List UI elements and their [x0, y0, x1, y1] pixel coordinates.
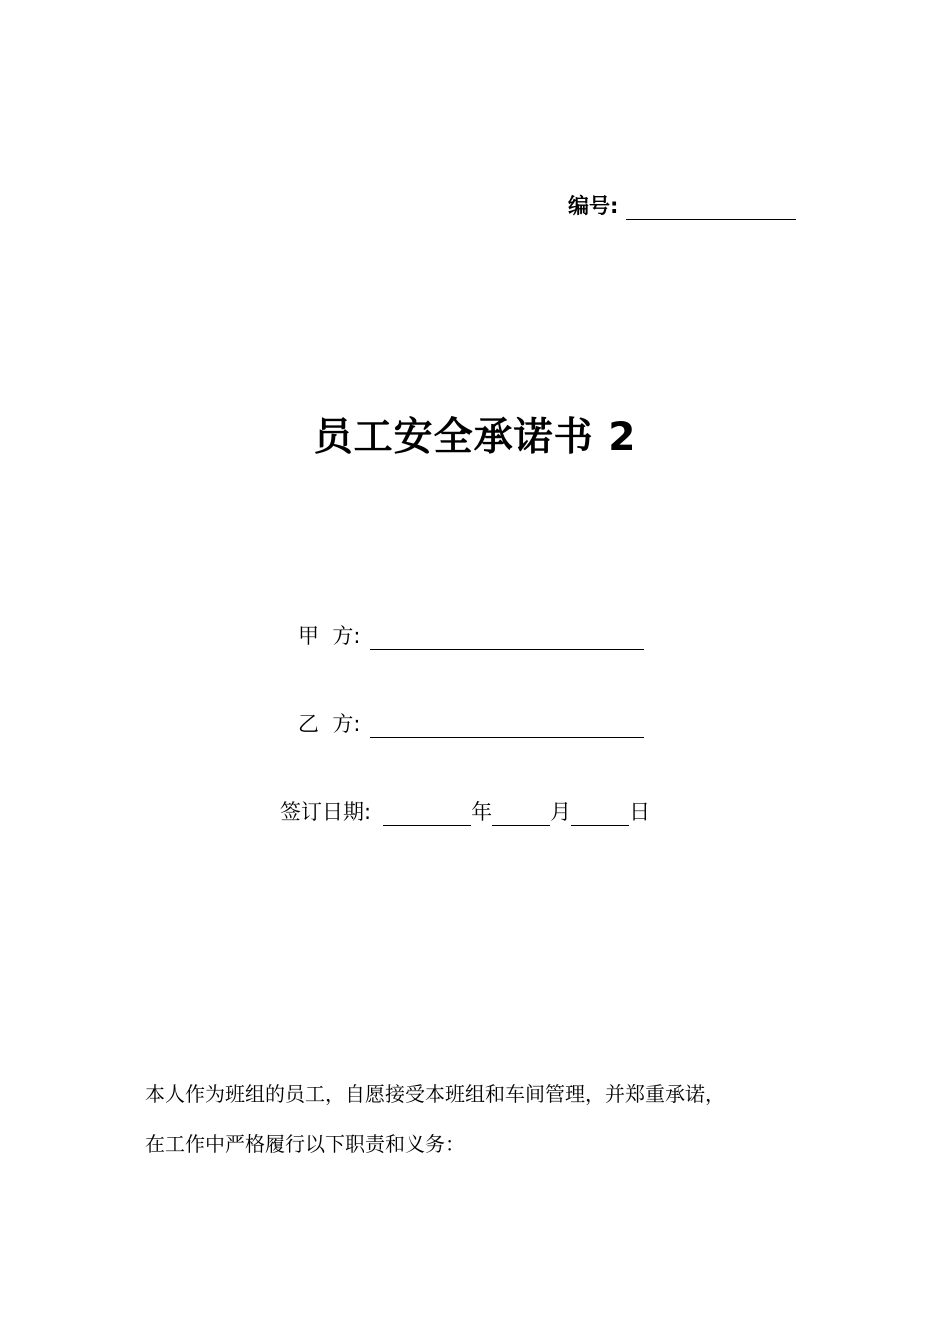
month-label: 月 [550, 800, 572, 824]
day-label: 日 [629, 800, 651, 824]
party-a-label: 甲 方: [298, 624, 361, 648]
document-number-label: 编号: [568, 194, 619, 218]
document-number-row [568, 190, 796, 220]
commitment-line-2: 在工作中严格履行以下职责和义务： [145, 1132, 465, 1156]
day-blank [571, 801, 629, 826]
document-title: 员工安全承诺书 2 [313, 415, 637, 460]
year-label: 年 [471, 800, 493, 824]
sign-date-label: 签订日期: [280, 800, 372, 824]
party-b-row [298, 706, 644, 738]
sign-date-row [280, 794, 650, 826]
party-a-blank [370, 625, 644, 650]
month-blank [492, 801, 550, 826]
party-a-row [298, 618, 644, 650]
commitment-line-1: 本人作为班组的员工，自愿接受本班组和车间管理，并郑重承诺， [145, 1082, 725, 1106]
commitment-paragraph [145, 1069, 815, 1169]
document-number-blank [626, 195, 796, 220]
party-b-blank [370, 713, 644, 738]
party-b-label: 乙 方: [298, 712, 361, 736]
year-blank [383, 801, 471, 826]
